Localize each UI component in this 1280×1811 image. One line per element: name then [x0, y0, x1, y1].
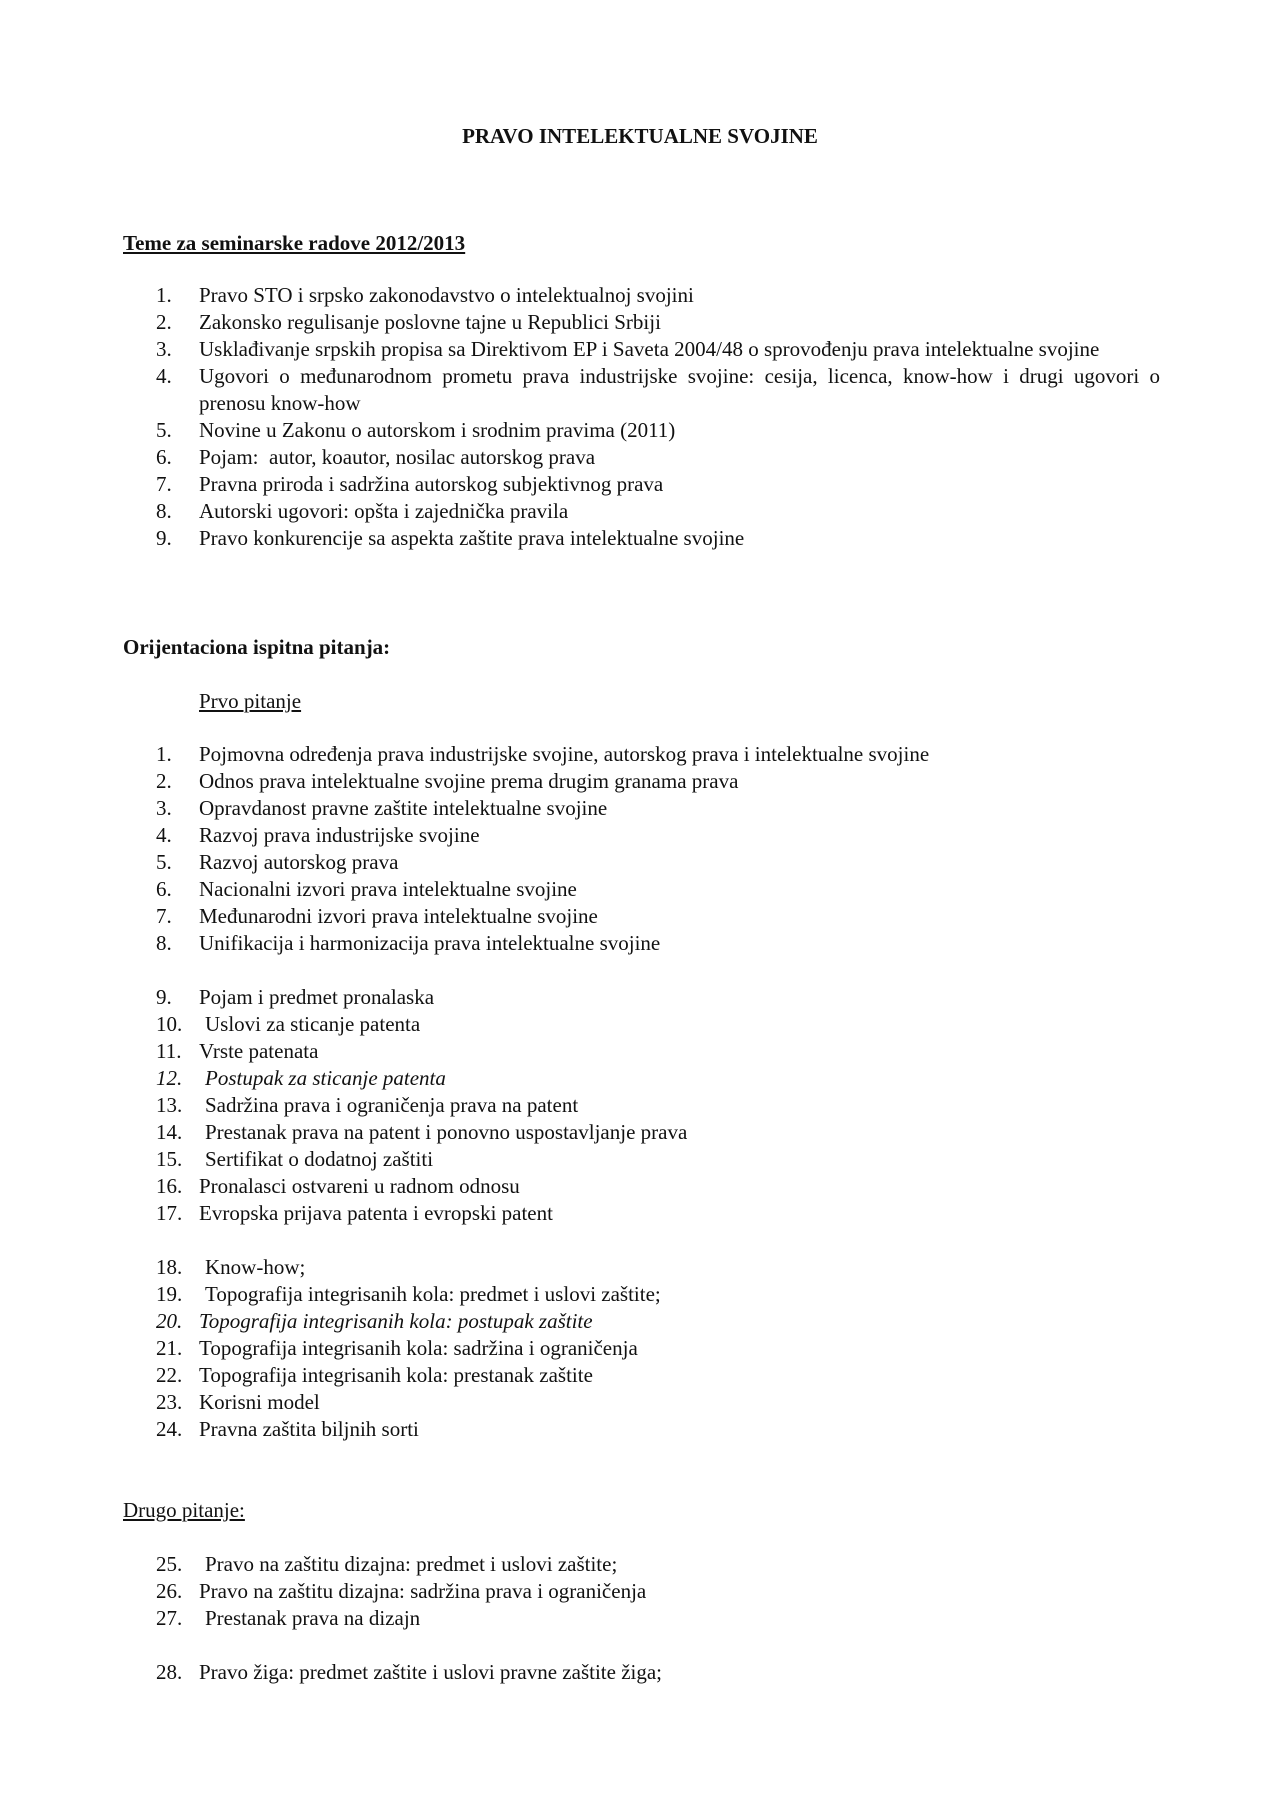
item-text: Prestanak prava na dizajn — [205, 1606, 421, 1630]
item-number: 22. — [156, 1363, 183, 1387]
list-item — [0, 444, 1280, 471]
list-item — [0, 1416, 1280, 1443]
list-item — [0, 336, 1280, 363]
item-number: 18. — [156, 1255, 183, 1279]
list-item — [0, 1281, 1280, 1308]
list-item — [0, 1092, 1280, 1119]
item-number: 14. — [156, 1120, 183, 1144]
item-number: 9. — [156, 985, 172, 1009]
item-number: 1. — [156, 742, 172, 766]
list-item — [0, 1659, 1280, 1686]
list-item — [0, 498, 1280, 525]
item-text: Pravna priroda i sadržina autorskog subjektivnog prava — [199, 472, 664, 496]
item-text: Usklađivanje srpskih propisa sa Direktivom EP i Saveta 2004/48 o sprovođenju prava intelektualne svojine — [199, 337, 1100, 361]
list-item — [0, 1578, 1280, 1605]
list-item — [0, 309, 1280, 336]
item-number: 2. — [156, 769, 172, 793]
page-title: PRAVO INTELEKTUALNE SVOJINE — [462, 124, 818, 148]
item-number: 13. — [156, 1093, 183, 1117]
item-number: 16. — [156, 1174, 183, 1198]
list-item — [0, 525, 1280, 552]
item-number: 27. — [156, 1606, 183, 1630]
item-number: 8. — [156, 931, 172, 955]
item-number: 3. — [156, 337, 172, 361]
item-text: Zakonsko regulisanje poslovne tajne u Republici Srbiji — [199, 310, 661, 334]
list-item — [0, 1389, 1280, 1416]
item-text: Ugovori o međunarodnom prometu prava industrijske svojine: cesija, licenca, know-how i drugi ugovori o prenosu know-how — [199, 364, 1160, 415]
item-number: 8. — [156, 499, 172, 523]
item-number: 5. — [156, 850, 172, 874]
list-item — [0, 822, 1280, 849]
list-item — [0, 876, 1280, 903]
list-item — [0, 471, 1280, 498]
list-item — [0, 1011, 1280, 1038]
item-text: Sadržina prava i ograničenja prava na patent — [205, 1093, 579, 1117]
item-number: 21. — [156, 1336, 183, 1360]
item-text: Pravna zaštita biljnih sorti — [199, 1417, 419, 1441]
item-text: Unifikacija i harmonizacija prava intelektualne svojine — [199, 931, 661, 955]
list-item — [0, 1146, 1280, 1173]
item-text: Međunarodni izvori prava intelektualne svojine — [199, 904, 598, 928]
list-item — [0, 768, 1280, 795]
item-text: Korisni model — [199, 1390, 320, 1414]
list-item — [0, 1308, 1280, 1335]
item-number: 24. — [156, 1417, 183, 1441]
list-item — [0, 930, 1280, 957]
item-text: Pravo na zaštitu dizajna: sadržina prava i ograničenja — [199, 1579, 647, 1603]
item-text: Sertifikat o dodatnoj zaštiti — [205, 1147, 434, 1171]
item-text: Pojam: autor, koautor, nosilac autorskog prava — [199, 445, 596, 469]
list-item — [0, 363, 1280, 417]
item-text: Nacionalni izvori prava intelektualne svojine — [199, 877, 577, 901]
list-item — [0, 1200, 1280, 1227]
list-item — [0, 1038, 1280, 1065]
first-question-label: Prvo pitanje — [199, 689, 302, 713]
item-text: Prestanak prava na patent i ponovno uspostavljanje prava — [205, 1120, 688, 1144]
item-number: 2. — [156, 310, 172, 334]
item-number: 23. — [156, 1390, 183, 1414]
item-number: 7. — [156, 904, 172, 928]
item-text: Pronalasci ostvareni u radnom odnosu — [199, 1174, 520, 1198]
item-number: 11. — [156, 1039, 182, 1063]
first-question-list-b — [0, 984, 1280, 1227]
list-item — [0, 1119, 1280, 1146]
item-text: Autorski ugovori: opšta i zajednička pravila — [199, 499, 569, 523]
item-text: Evropska prijava patenta i evropski patent — [199, 1201, 553, 1225]
list-item — [0, 1173, 1280, 1200]
item-number: 4. — [156, 364, 172, 388]
item-text: Know-how; — [205, 1255, 306, 1279]
list-item — [0, 282, 1280, 309]
item-text: Pravo žiga: predmet zaštite i uslovi pravne zaštite žiga; — [199, 1660, 663, 1684]
list-item — [0, 1065, 1280, 1092]
item-text: Odnos prava intelektualne svojine prema drugim granama prava — [199, 769, 739, 793]
list-item — [0, 849, 1280, 876]
list-item — [0, 1605, 1280, 1632]
item-text: Topografija integrisanih kola: predmet i uslovi zaštite; — [205, 1282, 661, 1306]
item-text: Pravo na zaštitu dizajna: predmet i uslovi zaštite; — [205, 1552, 618, 1576]
item-text: Pojam i predmet pronalaska — [199, 985, 435, 1009]
second-question-label: Drugo pitanje: — [123, 1498, 245, 1522]
item-text: Vrste patenata — [199, 1039, 319, 1063]
item-number: 17. — [156, 1201, 183, 1225]
list-item — [0, 417, 1280, 444]
item-number: 19. — [156, 1282, 183, 1306]
item-number: 25. — [156, 1552, 183, 1576]
second-question-list-b — [0, 1659, 1280, 1686]
item-number: 15. — [156, 1147, 183, 1171]
list-item — [0, 903, 1280, 930]
exam-heading: Orijentaciona ispitna pitanja: — [123, 635, 391, 659]
item-text: Pravo konkurencije sa aspekta zaštite prava intelektualne svojine — [199, 526, 745, 550]
seminar-heading: Teme za seminarske radove 2012/2013 — [123, 231, 466, 255]
list-item — [0, 1551, 1280, 1578]
item-text: Opravdanost pravne zaštite intelektualne svojine — [199, 796, 608, 820]
item-number: 10. — [156, 1012, 183, 1036]
item-text: Postupak za sticanje patenta — [205, 1066, 446, 1090]
seminar-topics-list — [0, 282, 1280, 552]
item-text: Uslovi za sticanje patenta — [205, 1012, 421, 1036]
item-number: 28. — [156, 1660, 183, 1684]
first-question-list-c — [0, 1254, 1280, 1443]
list-item — [0, 1362, 1280, 1389]
list-item — [0, 1335, 1280, 1362]
item-number: 7. — [156, 472, 172, 496]
item-text: Topografija integrisanih kola: sadržina i ograničenja — [199, 1336, 638, 1360]
item-number: 3. — [156, 796, 172, 820]
item-text: Razvoj prava industrijske svojine — [199, 823, 480, 847]
item-text: Pravo STO i srpsko zakonodavstvo o intelektualnoj svojini — [199, 283, 694, 307]
list-item — [0, 795, 1280, 822]
item-number: 5. — [156, 418, 172, 442]
item-text: Novine u Zakonu o autorskom i srodnim pravima (2011) — [199, 418, 676, 442]
item-number: 4. — [156, 823, 172, 847]
item-number: 6. — [156, 445, 172, 469]
list-item — [0, 1254, 1280, 1281]
item-text: Pojmovna određenja prava industrijske svojine, autorskog prava i intelektualne svojine — [199, 742, 930, 766]
item-number: 6. — [156, 877, 172, 901]
item-number: 20. — [156, 1309, 183, 1333]
item-number: 9. — [156, 526, 172, 550]
item-number: 1. — [156, 283, 172, 307]
item-text: Topografija integrisanih kola: prestanak zaštite — [199, 1363, 593, 1387]
item-text: Topografija integrisanih kola: postupak zaštite — [199, 1309, 593, 1333]
item-number: 26. — [156, 1579, 183, 1603]
first-question-list-a — [0, 741, 1280, 957]
list-item — [0, 984, 1280, 1011]
item-number: 12. — [156, 1066, 183, 1090]
list-item — [0, 741, 1280, 768]
item-text: Razvoj autorskog prava — [199, 850, 399, 874]
second-question-list-a — [0, 1551, 1280, 1632]
